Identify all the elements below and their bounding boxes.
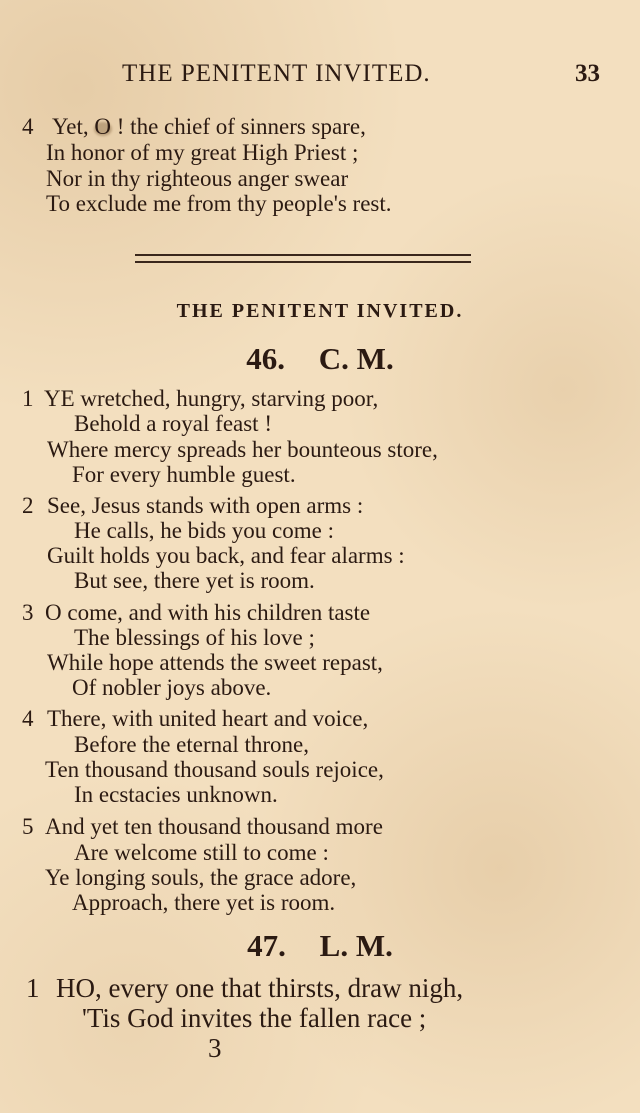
- running-header: [122, 56, 600, 92]
- hymn-meter: C. M.: [318, 341, 394, 376]
- stanza-line: Of nobler joys above.: [72, 675, 272, 700]
- page-number: 33: [575, 60, 600, 87]
- hymn-47-heading: [0, 926, 640, 966]
- stanza-line: Before the eternal throne,: [74, 732, 309, 757]
- stanza-line: Ten thousand thousand souls rejoice,: [45, 757, 384, 782]
- hymn-meter: L. M.: [319, 928, 393, 963]
- stanza-line: But see, there yet is room.: [74, 568, 315, 593]
- divider-rule: [135, 254, 471, 256]
- stanza-number: 3: [22, 600, 34, 625]
- stanza-line: Yet, O ! the chief of sinners spare,: [52, 114, 366, 139]
- stanza-number: 4: [22, 114, 34, 139]
- stanza-line: 'Tis God invites the fallen race ;: [82, 1003, 427, 1033]
- stanza-line: Nor in thy righteous anger swear: [46, 166, 349, 191]
- section-heading: THE PENITENT INVITED.: [176, 300, 464, 322]
- hymn-46-heading: [0, 339, 640, 379]
- hymn-number: 46.: [246, 341, 286, 376]
- stanza-line: HO, every one that thirsts, draw nigh,: [56, 973, 464, 1003]
- stanza-line: And yet ten thousand thousand more: [45, 814, 383, 839]
- stanza-line: There, with united heart and voice,: [47, 706, 369, 731]
- stanza-line: Where mercy spreads her bounteous store,: [47, 437, 438, 462]
- stanza-line: While hope attends the sweet repast,: [47, 650, 383, 675]
- stanza-line: To exclude me from thy people's rest.: [46, 191, 392, 216]
- stanza-number: 1: [26, 973, 40, 1003]
- stanza-line: Approach, there yet is room.: [72, 890, 336, 915]
- stanza-number: 1: [22, 386, 34, 411]
- stanza-line: He calls, he bids you come :: [74, 518, 334, 543]
- stanza-number: 2: [22, 493, 34, 518]
- stanza-line: In honor of my great High Priest ;: [46, 140, 359, 165]
- stanza-line: The blessings of his love ;: [74, 625, 315, 650]
- signature-mark: 3: [208, 1033, 222, 1063]
- stanza-line: Are welcome still to come :: [74, 840, 329, 865]
- stanza-line: For every humble guest.: [72, 462, 296, 487]
- stanza-line: YE wretched, hungry, starving poor,: [44, 386, 379, 411]
- hymn-number: 47.: [247, 928, 286, 963]
- stanza-line: Behold a royal feast !: [74, 411, 272, 436]
- header-title: THE PENITENT INVITED.: [122, 60, 431, 87]
- stanza-number: 5: [22, 814, 34, 839]
- stanza-line: See, Jesus stands with open arms :: [47, 493, 364, 518]
- stanza-number: 4: [22, 706, 34, 731]
- double-rule-divider: [135, 254, 471, 264]
- stanza-line: O come, and with his children taste: [45, 600, 371, 625]
- stanza-line: In ecstacies unknown.: [74, 782, 278, 807]
- stanza-line: Ye longing souls, the grace adore,: [45, 865, 357, 890]
- divider-rule: [135, 261, 471, 263]
- stanza-line: Guilt holds you back, and fear alarms :: [47, 543, 405, 568]
